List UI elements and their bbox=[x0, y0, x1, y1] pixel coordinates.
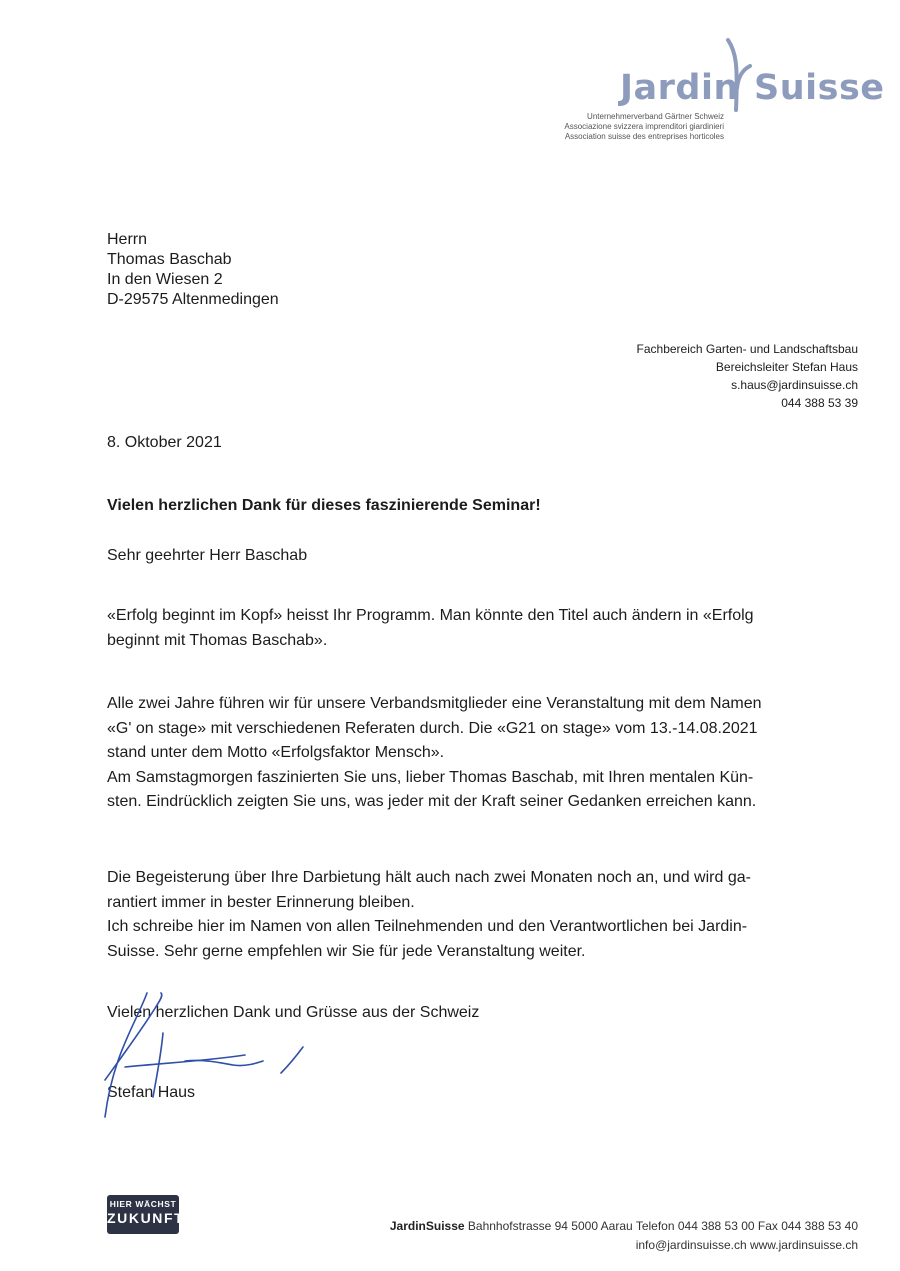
paragraph-line: Am Samstagmorgen faszinierten Sie uns, lieber Thomas Baschab, mit Ihren mentalen Kün- bbox=[107, 768, 754, 786]
signature-stroke bbox=[281, 1047, 303, 1073]
paragraph-line: Suisse. Sehr gerne empfehlen wir Sie für jede Veranstaltung weiter. bbox=[107, 942, 586, 960]
paragraph-2 bbox=[107, 692, 807, 815]
logo-y-mark-icon bbox=[714, 38, 758, 112]
paragraph-line: «Erfolg beginnt im Kopf» heisst Ihr Programm. Man könnte den Titel auch ändern in «Erfolg bbox=[107, 607, 754, 624]
slogan-badge bbox=[107, 1195, 185, 1234]
signature-stroke bbox=[185, 1060, 263, 1065]
sender-department: Fachbereich Garten- und Landschaftsbau bbox=[636, 342, 858, 356]
paragraph-line: beginnt mit Thomas Baschab». bbox=[107, 631, 328, 649]
letter-greeting: Sehr geehrter Herr Baschab bbox=[107, 547, 308, 564]
handwritten-signature bbox=[95, 985, 325, 1120]
footer-contact bbox=[390, 1217, 858, 1255]
paragraph-1 bbox=[107, 604, 807, 653]
signature-stroke bbox=[105, 993, 147, 1117]
sender-block bbox=[637, 340, 858, 412]
logo-word-suisse: Suisse bbox=[754, 68, 885, 108]
paragraph-line: Ich schreibe hier im Namen von allen Teilnehmenden und den Verantwortlichen bei Jardin- bbox=[107, 918, 748, 935]
letter-date: 8. Oktober 2021 bbox=[107, 434, 222, 451]
sender-phone: 044 388 53 39 bbox=[781, 396, 858, 410]
letter-closing: Vielen herzlichen Dank und Grüsse aus der Schweiz bbox=[107, 1004, 480, 1021]
sender-email[interactable]: s.haus@jardinsuisse.ch bbox=[731, 378, 858, 392]
recipient-address bbox=[107, 230, 279, 310]
signer-name: Stefan Haus bbox=[107, 1084, 196, 1101]
paragraph-line: Die Begeisterung über Ihre Darbietung hält auch nach zwei Monaten noch an, und wird ga- bbox=[107, 869, 751, 886]
badge-top-text: HIER WÄCHST bbox=[109, 1199, 177, 1209]
logo-word-jardin: Jardin bbox=[620, 68, 739, 108]
paragraph-line: stand unter dem Motto «Erfolgsfaktor Mensch». bbox=[107, 744, 445, 761]
jardinsuisse-logo bbox=[540, 38, 885, 148]
paragraph-line: «G' on stage» mit verschiedenen Referaten durch. Die «G21 on stage» vom 13.-14.08.2021 bbox=[107, 719, 758, 737]
footer-address: Bahnhofstrasse 94 5000 Aarau Telefon 044 388 53 00 Fax 044 388 53 40 bbox=[467, 1219, 858, 1233]
recipient-name: Thomas Baschab bbox=[107, 251, 232, 268]
recipient-city: D-29575 Altenmedingen bbox=[107, 291, 279, 308]
recipient-salutation: Herrn bbox=[107, 231, 148, 248]
paragraph-line: sten. Eindrücklich zeigten Sie uns, was jeder mit der Kraft seiner Gedanken erreichen kann. bbox=[107, 793, 757, 810]
logo-tagline-it: Associazione svizzera imprenditori giardinieri bbox=[564, 122, 724, 131]
footer-web-line[interactable]: info@jardinsuisse.ch www.jardinsuisse.ch bbox=[635, 1238, 858, 1252]
footer-address-line bbox=[390, 1217, 858, 1236]
logo-tagline-de: Unternehmerverband Gärtner Schweiz bbox=[587, 112, 724, 121]
footer-brand: JardinSuisse bbox=[389, 1219, 465, 1233]
sender-role: Bereichsleiter Stefan Haus bbox=[715, 360, 858, 374]
paragraph-line: rantiert immer in bester Erinnerung bleiben. bbox=[107, 893, 415, 911]
paragraph-3 bbox=[107, 866, 807, 964]
letter-subject: Vielen herzlichen Dank für dieses faszinierende Seminar! bbox=[107, 497, 541, 514]
badge-bottom-text: ZUKUNFT bbox=[107, 1210, 185, 1226]
recipient-street: In den Wiesen 2 bbox=[107, 271, 223, 288]
paragraph-line: Alle zwei Jahre führen wir für unsere Verbandsmitglieder eine Veranstaltung mit dem Namen bbox=[107, 695, 762, 712]
logo-tagline-fr: Association suisse des entreprises horticoles bbox=[564, 132, 724, 141]
